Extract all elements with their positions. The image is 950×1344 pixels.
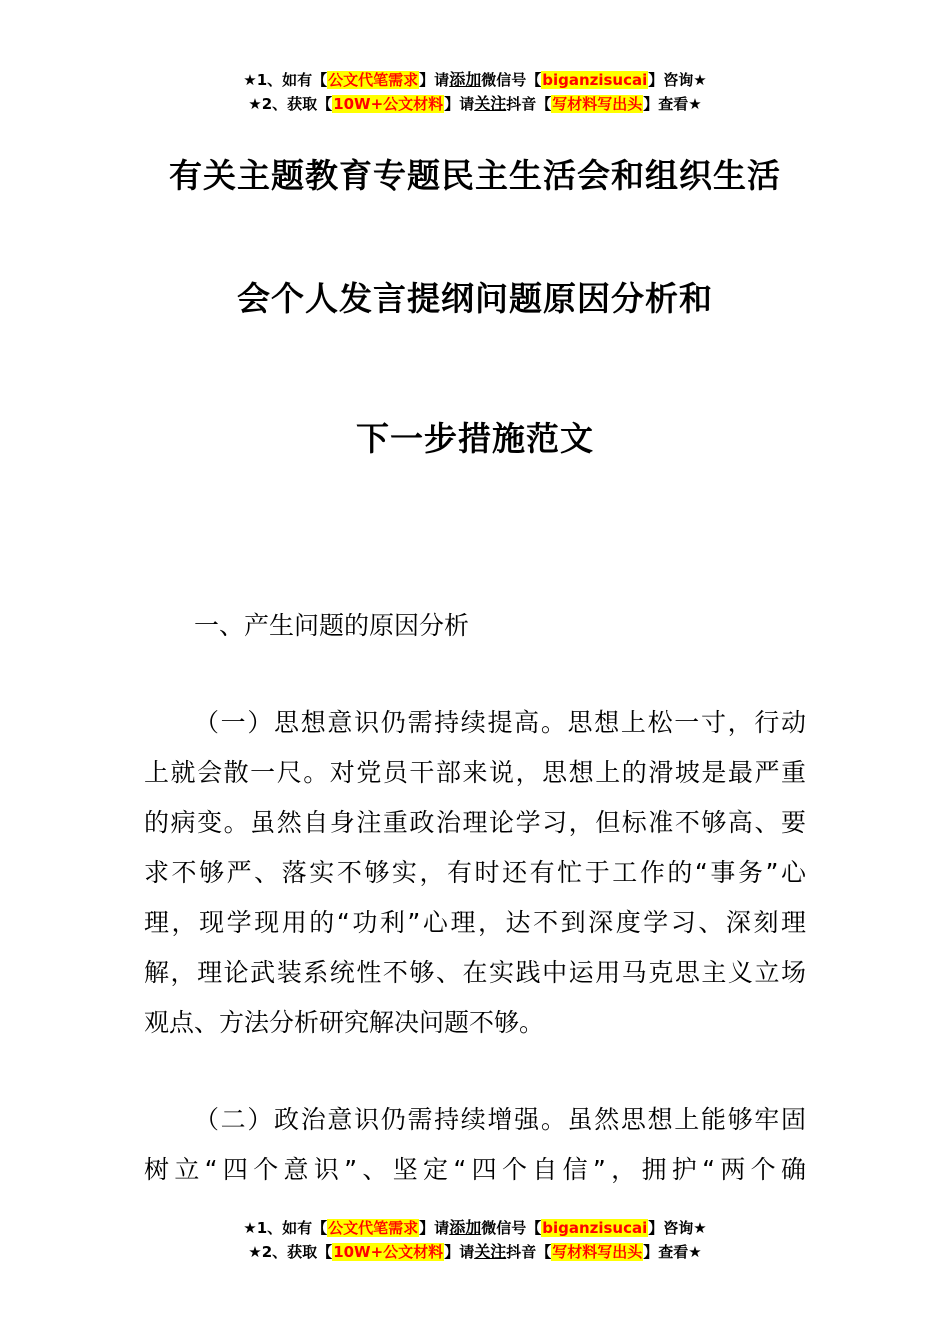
banner-text: 微信号【: [481, 1219, 542, 1237]
paragraph-line: 解，理论武装系统性不够、在实践中运用马克思主义立场: [144, 958, 806, 987]
banner-line-2: [0, 92, 950, 116]
paragraph-line: 观点、方法分析研究解决问题不够。: [144, 1008, 545, 1037]
banner-line-1: [0, 68, 950, 92]
banner-text: 抖音【: [506, 1243, 552, 1261]
paragraph-line: 上就会散一尺。对党员干部来说，思想上的滑坡是最严重: [144, 758, 806, 787]
paragraph-line: 求不够严、落实不够实，有时还有忙于工作的“事务”心: [144, 858, 806, 887]
banner-text: 抖音【: [506, 95, 552, 113]
paragraph-line: （一）思想意识仍需持续提高。思想上松一寸，行动: [194, 708, 806, 737]
paragraph-2: [144, 1095, 806, 1195]
document-title-line-3: 下一步措施范文: [356, 419, 594, 458]
banner-underline-follow: 关注: [474, 94, 507, 113]
banner-highlight-materials: 10W+公文材料: [333, 95, 444, 113]
document-title-line-2: 会个人发言提纲问题原因分析和: [237, 279, 713, 318]
banner-text: 微信号【: [481, 71, 542, 89]
banner-text: 】咨询★: [648, 1219, 707, 1237]
footer-banner: [0, 1216, 950, 1264]
banner-underline-add: 添加: [449, 70, 482, 89]
document-title-line-1: 有关主题教育专题民主生活会和组织生活: [169, 156, 781, 195]
section-heading: 一、产生问题的原因分析: [194, 611, 470, 640]
banner-text: ★2、获取【: [248, 1243, 333, 1261]
banner-text: 】请: [444, 1243, 475, 1261]
banner-text: 】查看★: [643, 95, 702, 113]
banner-text: 】请: [444, 95, 475, 113]
banner-underline-add: 添加: [449, 1218, 482, 1237]
banner-text: 】请: [419, 1219, 450, 1237]
banner-highlight-service: 公文代笔需求: [328, 1219, 419, 1237]
banner-text: 】请: [419, 71, 450, 89]
banner-highlight-douyin: 写材料写出头: [552, 1243, 643, 1261]
header-banner: [0, 68, 950, 116]
banner-text: ★1、如有【: [243, 71, 328, 89]
banner-highlight-wechat-id: biganzisucai: [542, 1219, 648, 1237]
paragraph-line: （二）政治意识仍需持续增强。虽然思想上能够牢固: [194, 1105, 806, 1134]
paragraph-1: [144, 698, 806, 1048]
banner-text: 】查看★: [643, 1243, 702, 1261]
banner-line-1: [0, 1216, 950, 1240]
banner-highlight-wechat-id: biganzisucai: [542, 71, 648, 89]
banner-text: ★1、如有【: [243, 1219, 328, 1237]
banner-line-2: [0, 1240, 950, 1264]
paragraph-line: 树立“四个意识”、坚定“四个自信”，拥护“两个确: [144, 1155, 806, 1184]
banner-text: 】咨询★: [648, 71, 707, 89]
banner-underline-follow: 关注: [474, 1242, 507, 1261]
banner-highlight-service: 公文代笔需求: [328, 71, 419, 89]
banner-highlight-douyin: 写材料写出头: [552, 95, 643, 113]
paragraph-line: 的病变。虽然自身注重政治理论学习，但标准不够高、要: [144, 808, 806, 837]
banner-text: ★2、获取【: [248, 95, 333, 113]
banner-highlight-materials: 10W+公文材料: [333, 1243, 444, 1261]
paragraph-line: 理，现学现用的“功利”心理，达不到深度学习、深刻理: [144, 908, 806, 937]
